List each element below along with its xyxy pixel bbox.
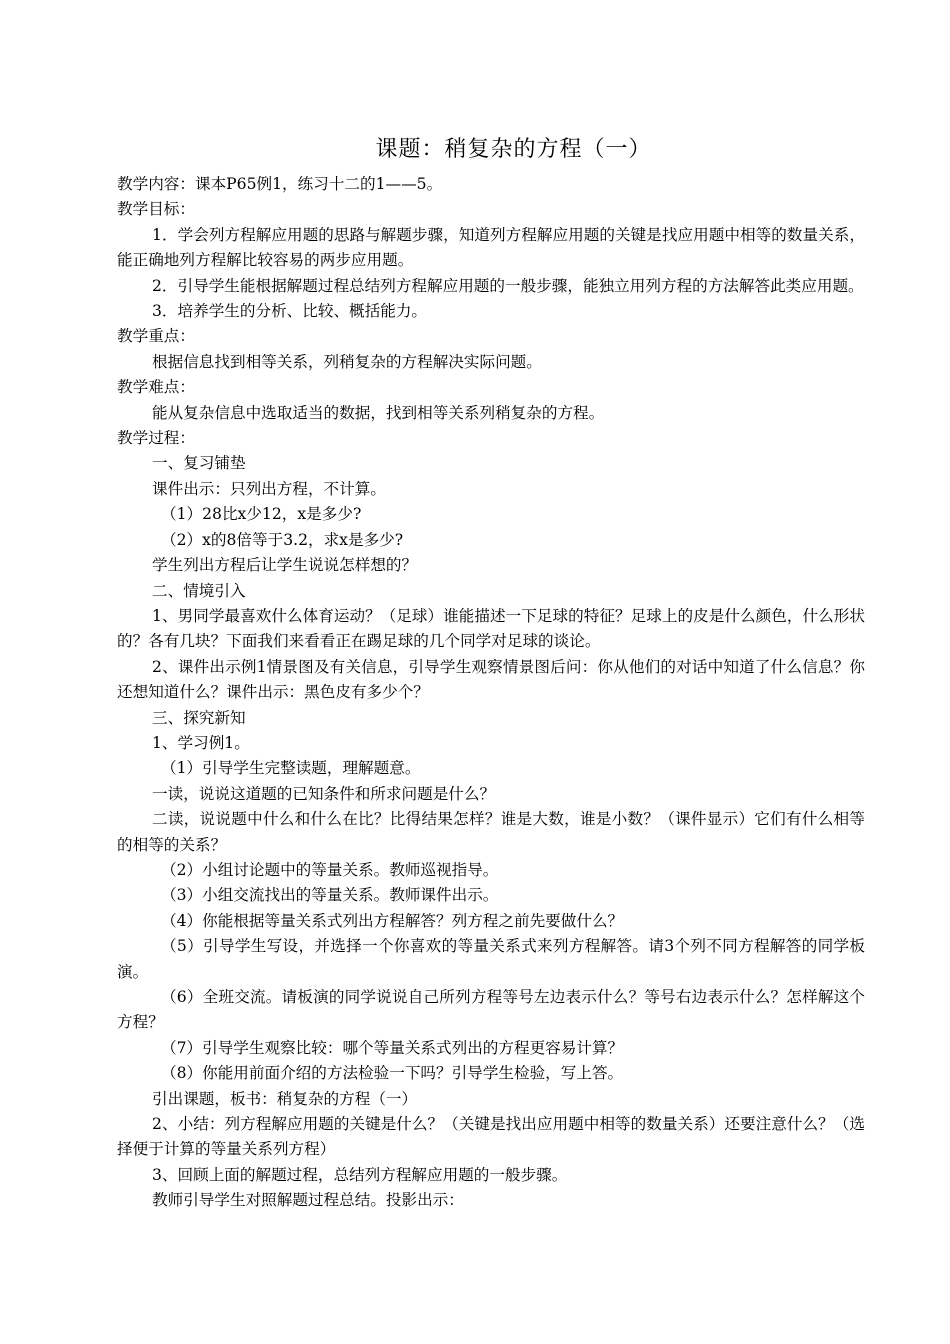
situation-paragraph-1: 1、男同学最喜欢什么体育运动？（足球）谁能描述一下足球的特征？足球上的皮是什么颜色，什么形状的？各有几块？下面我们来看看正在踢足球的几个同学对足球的谈论。 bbox=[117, 606, 865, 651]
explore-item-1: （1）引导学生完整读题，理解题意。 bbox=[161, 759, 421, 778]
step-explore-heading: 三、探究新知 bbox=[152, 708, 246, 727]
review-question-1: （1）28比x少12，x是多少? bbox=[161, 505, 362, 524]
step-situation-heading: 二、情境引入 bbox=[152, 581, 246, 600]
difficulties-text: 能从复杂信息中选取适当的数据，找到相等关系列稍复杂的方程。 bbox=[152, 403, 605, 422]
explore-item-7: （7）引导学生观察比较：哪个等量关系式列出的方程更容易计算？ bbox=[161, 1038, 624, 1057]
section-heading-key-points: 教学重点： bbox=[117, 327, 195, 346]
section-heading-process: 教学过程： bbox=[117, 429, 195, 448]
explore-example-1: 1、学习例1。 bbox=[152, 733, 250, 752]
review-discussion: 学生列出方程后让学生说说怎样想的？ bbox=[152, 556, 418, 575]
objective-3: 3．培养学生的分析、比较、概括能力。 bbox=[152, 302, 428, 321]
step-review-heading: 一、复习铺垫 bbox=[152, 454, 246, 473]
review-question-2: （2）x的8倍等于3.2，求x是多少? bbox=[161, 530, 404, 549]
key-points-text: 根据信息找到相等关系，列稍复杂的方程解决实际问题。 bbox=[152, 352, 542, 371]
explore-item-4: （4）你能根据等量关系式列出方程解答？列方程之前先要做什么？ bbox=[161, 911, 624, 930]
situation-paragraph-2: 2、课件出示例1情景图及有关信息，引导学生观察情景图后问：你从他们的对话中知道了什么信息？你还想知道什么？课件出示：黑色皮有多少个？ bbox=[117, 657, 865, 702]
section-heading-difficulties: 教学难点： bbox=[117, 378, 195, 397]
courseware-display: 课件出示：只列出方程，不计算。 bbox=[152, 479, 386, 498]
first-reading: 一读，说说这道题的已知条件和所求问题是什么？ bbox=[152, 784, 496, 803]
objective-2: 2．引导学生能根据解题过程总结列方程解应用题的一般步骤，能独立用列方程的方法解答此类应用题。 bbox=[152, 276, 864, 295]
explore-item-3: （3）小组交流找出的等量关系。教师课件出示。 bbox=[161, 886, 499, 905]
document-page bbox=[117, 132, 865, 1214]
summary-paragraph: 2、小结：列方程解应用题的关键是什么？（关键是找出应用题中相等的数量关系）还要注意什么？（选择便于计算的等量关系列方程） bbox=[117, 1115, 865, 1159]
teacher-guidance: 教师引导学生对照解题过程总结。投影出示： bbox=[152, 1191, 464, 1210]
explore-item-5: （5）引导学生写设，并选择一个你喜欢的等量关系式来列方程解答。请3个列不同方程解答的同学板演。 bbox=[117, 937, 865, 981]
explore-item-2: （2）小组讨论题中的等量关系。教师巡视指导。 bbox=[161, 860, 499, 879]
explore-item-8: （8）你能用前面介绍的方法检验一下吗？引导学生检验，写上答。 bbox=[161, 1064, 624, 1083]
section-heading-objectives: 教学目标： bbox=[117, 200, 195, 219]
board-writing: 引出课题，板书：稍复杂的方程（一） bbox=[152, 1089, 418, 1108]
review-steps: 3、回顾上面的解题过程，总结列方程解应用题的一般步骤。 bbox=[152, 1165, 568, 1184]
objective-1: 1．学会列方程解应用题的思路与解题步骤，知道列方程解应用题的关键是找应用题中相等的数量关系，能正确地列方程解比较容易的两步应用题。 bbox=[117, 225, 865, 270]
second-reading: 二读，说说题中什么和什么在比？比得结果怎样？谁是大数，谁是小数？（课件显示）它们有什么相等的相等的关系？ bbox=[117, 810, 865, 854]
explore-item-6: （6）全班交流。请板演的同学说说自己所列方程等号左边表示什么？等号右边表示什么？怎样解这个方程？ bbox=[117, 988, 866, 1032]
page-title: 课题：稍复杂的方程（一） bbox=[375, 137, 652, 162]
teaching-content: 教学内容：课本P65例1，练习十二的1——5。 bbox=[117, 175, 443, 193]
